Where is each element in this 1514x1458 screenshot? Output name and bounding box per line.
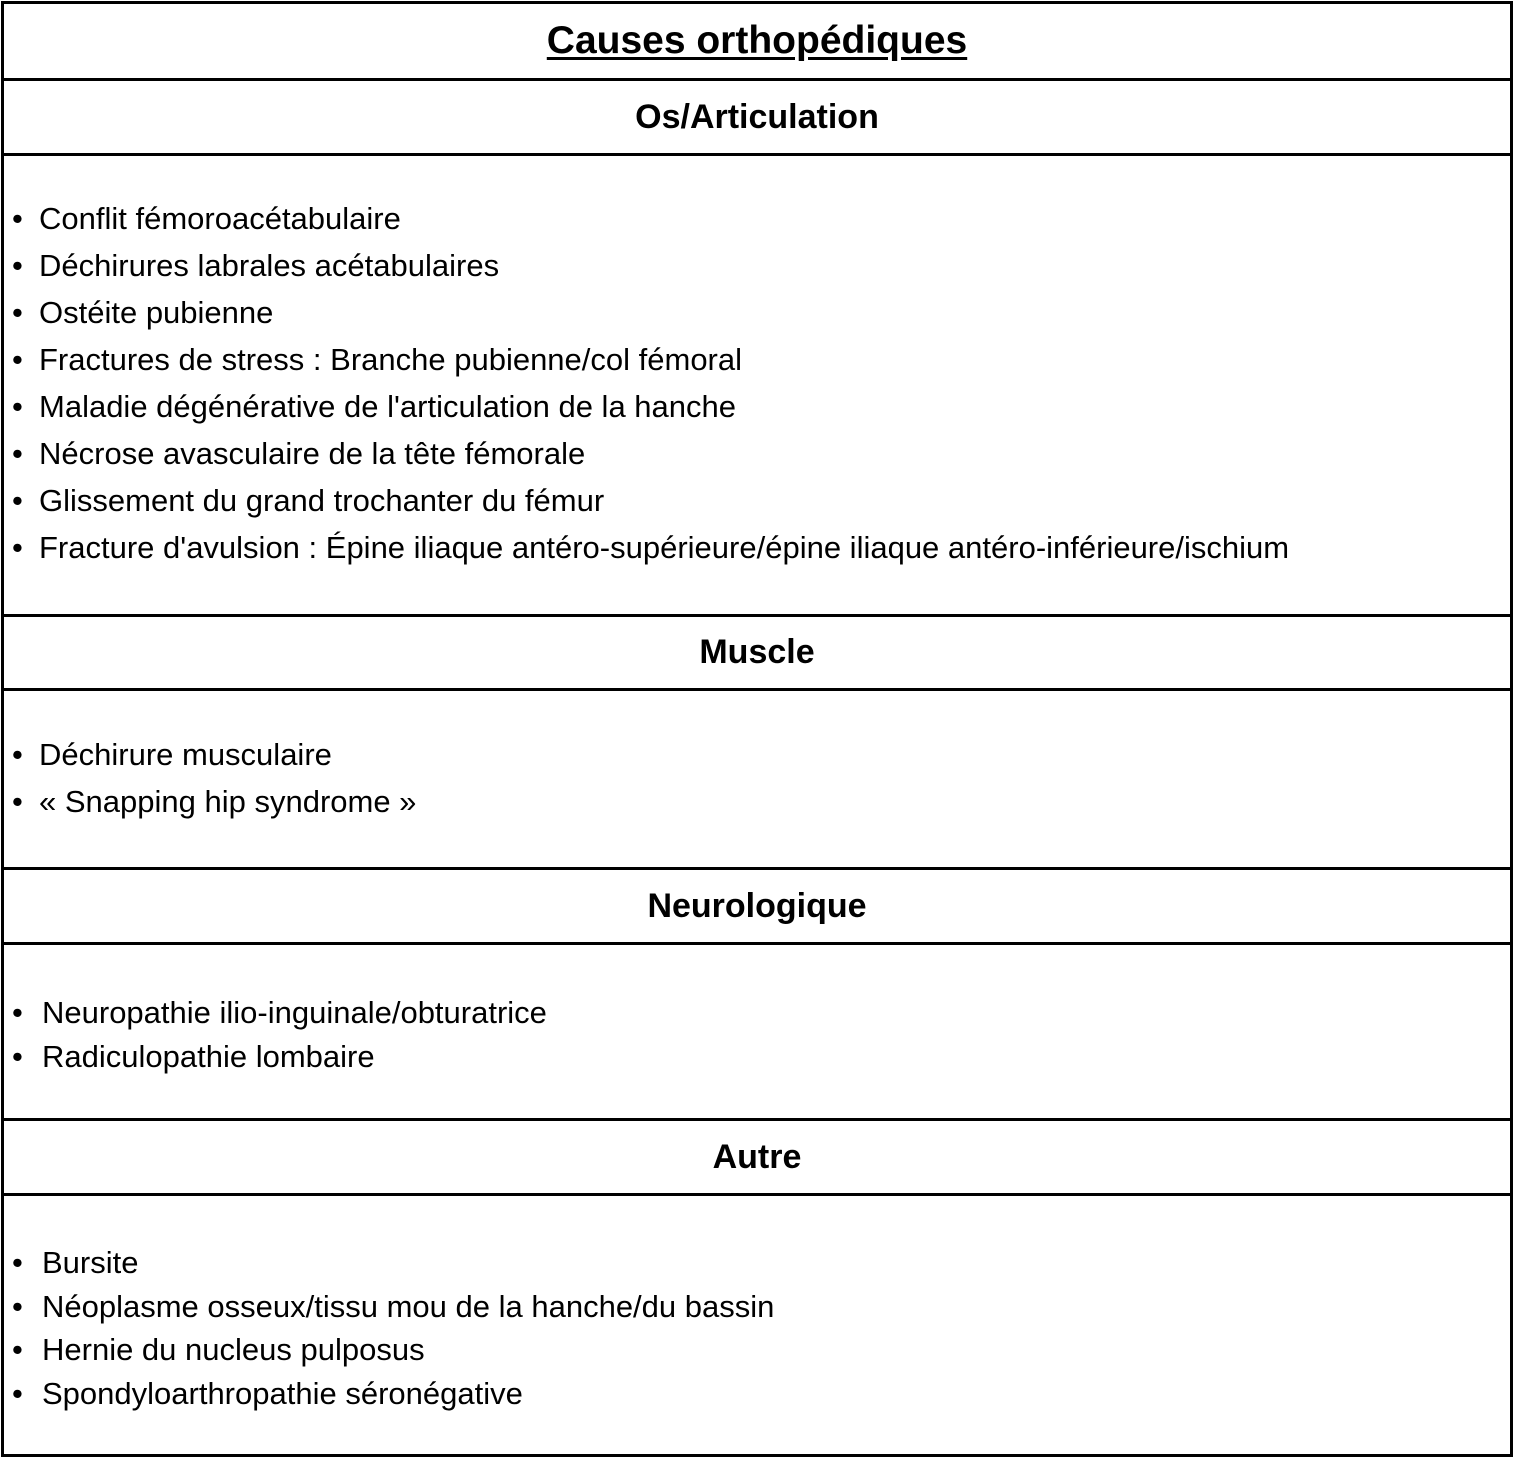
bullet-icon: • [12,295,23,330]
list-item-text: Nécrose avasculaire de la tête fémorale [39,436,586,471]
bullet-list [4,731,416,825]
list-item-text: Fracture d'avulsion : Épine iliaque antéro-supérieure/épine iliaque antéro-inférieure/ischium [39,530,1290,565]
bullet-icon: • [12,389,23,424]
list-item [4,1328,774,1372]
list-item [4,242,1289,289]
section-heading: Neurologique [647,886,867,925]
bullet-icon: • [12,530,23,565]
section-header-muscle [4,617,1510,691]
list-item [4,524,1289,571]
list-item-text: Radiculopathie lombaire [42,1038,375,1074]
list-item-text: Glissement du grand trochanter du fémur [39,483,605,518]
bullet-icon: • [12,201,23,236]
bullet-icon: • [12,342,23,377]
bullet-icon: • [12,1245,23,1280]
list-item [4,383,1289,430]
list-item [4,195,1289,242]
list-item [4,1285,774,1329]
list-item [4,1372,774,1416]
bullet-icon: • [12,248,23,283]
list-item-text: Neuropathie ilio-inguinale/obturatrice [42,995,547,1030]
list-item-text: Conflit fémoroacétabulaire [39,201,401,236]
list-item-text: Ostéite pubienne [39,295,274,330]
list-item [4,336,1289,383]
list-item-text: Néoplasme osseux/tissu mou de la hanche/du bassin [42,1288,775,1324]
bullet-icon: • [12,995,23,1030]
list-item-text: Bursite [42,1245,139,1280]
bullet-icon: • [12,436,23,471]
section-body-muscle [4,691,1510,870]
list-item-text: Déchirures labrales acétabulaires [39,248,500,283]
section-body-neurologic [4,945,1510,1121]
list-item-text: Maladie dégénérative de l'articulation de la hanche [39,389,737,424]
section-body-bone-joint [4,156,1510,617]
list-item [4,731,416,778]
list-item-text: Fractures de stress : Branche pubienne/col fémoral [39,342,743,377]
bullet-list [4,195,1289,571]
list-item-text: Déchirure musculaire [39,737,332,772]
section-heading: Muscle [699,633,815,671]
bullet-icon: • [12,1288,23,1324]
table-title: Causes orthopédiques [546,19,968,62]
causes-table [1,1,1513,1457]
section-header-neurologic [4,870,1510,945]
bullet-icon: • [12,784,23,819]
list-item [4,1035,547,1079]
list-item-text: Hernie du nucleus pulposus [42,1332,425,1367]
list-item-text: « Snapping hip syndrome » [39,784,417,819]
section-body-other [4,1196,1510,1454]
list-item [4,430,1289,477]
bullet-icon: • [12,1332,23,1367]
bullet-list [4,1241,774,1415]
list-item-text: Spondyloarthropathie séronégative [42,1375,523,1411]
bullet-icon: • [12,483,23,518]
bullet-icon: • [12,737,23,772]
list-item [4,778,416,825]
section-header-bone-joint [4,81,1510,156]
section-heading: Autre [712,1137,802,1176]
list-item [4,477,1289,524]
section-heading: Os/Articulation [635,97,879,136]
list-item [4,1241,774,1285]
list-item [4,289,1289,336]
section-header-other [4,1121,1510,1196]
list-item [4,991,547,1035]
bullet-icon: • [12,1038,23,1074]
table-title-row [4,4,1510,81]
bullet-list [4,991,547,1078]
bullet-icon: • [12,1375,23,1411]
